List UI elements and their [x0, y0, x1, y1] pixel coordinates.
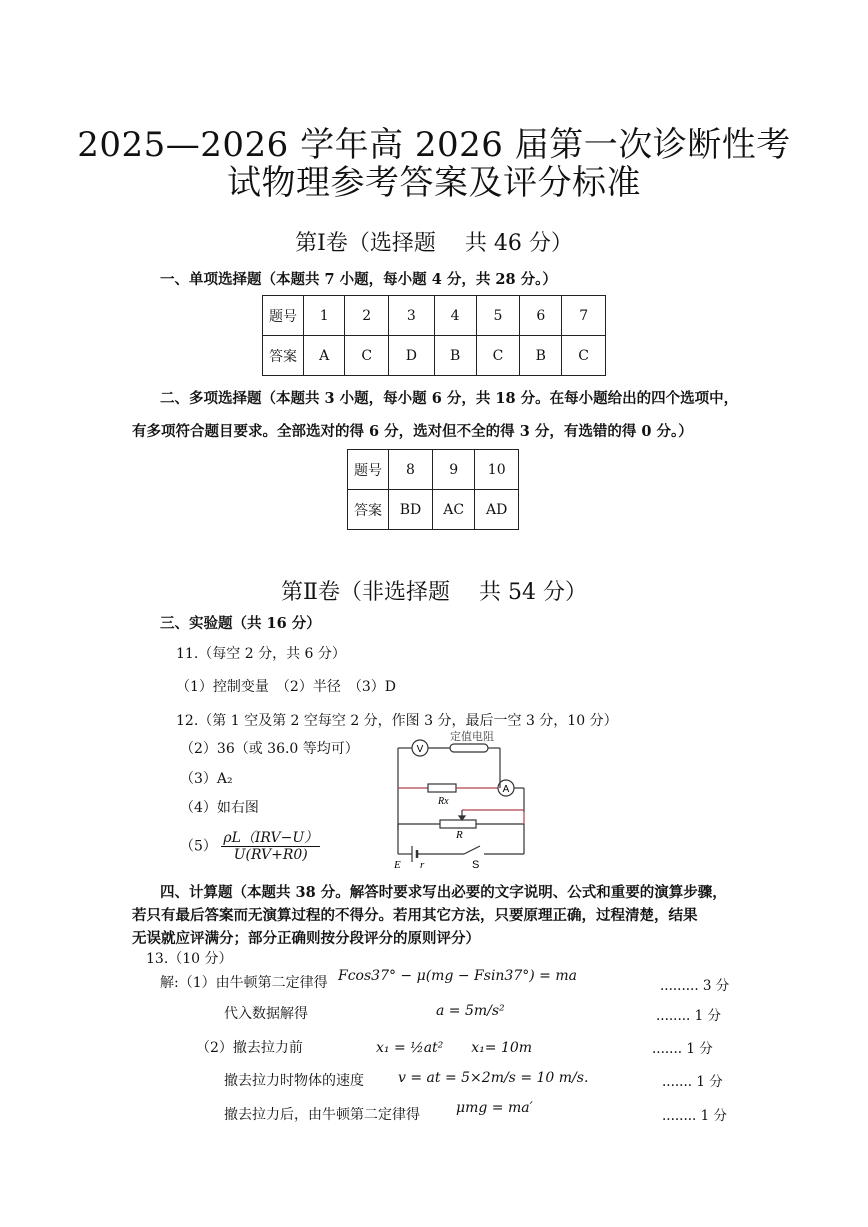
fraction-numerator: ρL（IRV−U） [223, 830, 319, 846]
table-row-answers [263, 336, 606, 376]
section3-heading: 三、实验题（共 16 分） [160, 615, 321, 632]
question-number: 8 [389, 450, 433, 490]
step-score: ....... 1 分 [662, 1074, 723, 1090]
fixed-resistor [450, 744, 488, 752]
answer-cell: BD [389, 490, 433, 530]
section4-heading-line3: 无误就应评满分；部分正确则按分段评分的原则评分） [132, 930, 480, 947]
step-formula: Fcos37° − μ(mg − Fsin37°) = ma [338, 968, 577, 984]
emf-label: E [394, 859, 401, 870]
question-number: 9 [432, 450, 475, 490]
answer-cell: AD [475, 490, 519, 530]
section2-heading-line2: 有多项符合题目要求。全部选对的得 6 分，选对但不全的得 3 分，有选错的得 0 分。） [132, 423, 693, 440]
step-formula: a = 5m/s² [436, 1003, 505, 1019]
answer-cell: C [476, 336, 520, 376]
step-score: ....... 1 分 [652, 1041, 713, 1057]
question-number: 4 [434, 296, 476, 336]
fixed-resistor-label: 定值电阻 [450, 730, 494, 743]
table-row-numbers [263, 296, 606, 336]
single-choice-table [262, 295, 606, 376]
internal-resistance-label: r [420, 859, 425, 870]
answer-cell: B [520, 336, 562, 376]
step-label: 撤去拉力时物体的速度 [224, 1073, 364, 1089]
step-label: （2）撤去拉力前 [196, 1040, 303, 1056]
q12-answer-2: （2）36（或 36.0 等均可） [180, 741, 359, 757]
switch-label: S [472, 859, 480, 870]
question-number: 6 [520, 296, 562, 336]
answer-cell: C [562, 336, 606, 376]
fraction-denominator: U(RV+R0) [233, 847, 308, 863]
section4-heading-line1: 四、计算题（本题共 38 分。解答时要求写出必要的文字说明、公式和重要的演算步骤， [160, 884, 727, 901]
q12-answer-4: （4）如右图 [180, 800, 259, 816]
q12-answer-5 [180, 830, 320, 863]
step-label: 解:（1）由牛顿第二定律得 [160, 975, 328, 991]
circuit-diagram [390, 730, 540, 870]
step-score: ........ 1 分 [662, 1108, 728, 1124]
q13-heading: 13.（10 分） [146, 951, 233, 967]
rheostat [440, 820, 476, 828]
step-formula: x₁ = ½at² x₁= 10m [376, 1040, 533, 1056]
part1-heading: 第Ⅰ卷（选择题 共 46 分） [295, 231, 573, 256]
question-number: 10 [475, 450, 519, 490]
q12-heading: 12.（第 1 空及第 2 空每空 2 分，作图 3 分，最后一空 3 分，10 分） [176, 713, 618, 729]
row-label: 题号 [348, 450, 389, 490]
step-formula: v = at = 5×2m/s = 10 m/s. [398, 1070, 589, 1086]
section1-heading: 一、单项选择题（本题共 7 小题，每小题 4 分，共 28 分。） [160, 271, 557, 288]
row-label: 答案 [263, 336, 304, 376]
answer-cell: AC [432, 490, 475, 530]
step-label: 撤去拉力后，由牛顿第二定律得 [224, 1107, 420, 1123]
rheostat-label: R [456, 829, 463, 841]
step-label: 代入数据解得 [224, 1006, 308, 1022]
question-number: 7 [562, 296, 606, 336]
voltmeter-label: V [416, 744, 424, 755]
question-number: 1 [304, 296, 345, 336]
ammeter-label: A [502, 784, 510, 795]
question-number: 2 [345, 296, 389, 336]
switch-lever [464, 846, 480, 854]
answer-cell: D [389, 336, 435, 376]
section4-heading-line2: 若只有最后答案而无演算过程的不得分。若用其它方法，只要原理正确，过程清楚，结果 [132, 907, 698, 924]
q12-answer-3: （3）A₂ [180, 771, 233, 787]
multi-choice-table [347, 449, 519, 530]
q11-heading: 11.（每空 2 分，共 6 分） [176, 646, 346, 662]
row-label: 答案 [348, 490, 389, 530]
section2-heading-line1: 二、多项选择题（本题共 3 小题，每小题 6 分，共 18 分。在每小题给出的四个选项中， [160, 390, 739, 407]
step-formula: μmg = ma′ [456, 1100, 533, 1116]
part2-heading: 第Ⅱ卷（非选择题 共 54 分） [281, 580, 587, 605]
step-score: ........ 1 分 [656, 1008, 722, 1024]
step-score: ......... 3 分 [660, 978, 730, 994]
document-title-line2: 试物理参考答案及评分标准 [227, 163, 641, 203]
row-label: 题号 [263, 296, 304, 336]
table-row-answers [348, 490, 519, 530]
rx-label: Rx [438, 796, 449, 807]
question-number: 3 [389, 296, 435, 336]
answer-cell: A [304, 336, 345, 376]
answer-cell: C [345, 336, 389, 376]
answer-prefix: （5） [180, 838, 217, 855]
table-row-numbers [348, 450, 519, 490]
document-title-line1: 2025—2026 学年高 2026 届第一次诊断性考 [77, 125, 791, 165]
answer-cell: B [434, 336, 476, 376]
resistivity-fraction [221, 830, 320, 863]
q11-answers: （1）控制变量 （2）半径 （3）D [176, 679, 396, 695]
question-number: 5 [476, 296, 520, 336]
resistor-rx [428, 784, 456, 792]
